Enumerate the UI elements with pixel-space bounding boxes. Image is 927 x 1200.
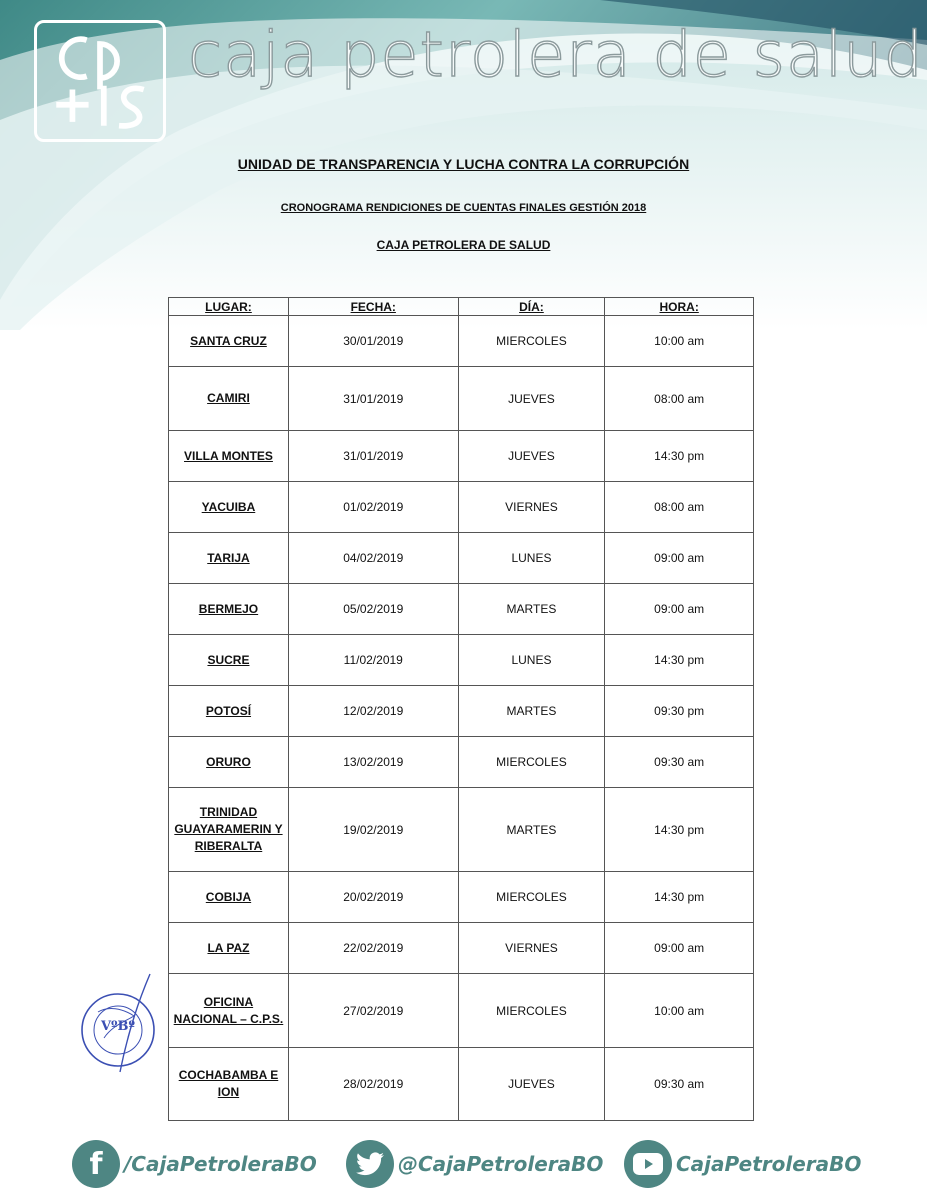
cell-lugar: ORURO bbox=[169, 737, 289, 788]
twitter-link[interactable] bbox=[346, 1139, 603, 1189]
cell-dia: VIERNES bbox=[458, 482, 605, 533]
cell-fecha: 31/01/2019 bbox=[288, 431, 458, 482]
twitter-handle: @CajaPetroleraBO bbox=[398, 1152, 604, 1176]
cell-dia: MIERCOLES bbox=[458, 872, 605, 923]
unit-title: UNIDAD DE TRANSPARENCIA Y LUCHA CONTRA LA CORRUPCIÓN bbox=[237, 156, 690, 172]
brand-name: caja petrolera de salud bbox=[188, 18, 924, 91]
cell-fecha: 30/01/2019 bbox=[288, 316, 458, 367]
table-row bbox=[169, 367, 754, 431]
cell-lugar: BERMEJO bbox=[169, 584, 289, 635]
youtube-icon bbox=[624, 1140, 672, 1188]
table-row bbox=[169, 872, 754, 923]
stamp-center-text: VºBº bbox=[100, 1019, 136, 1034]
cell-fecha: 04/02/2019 bbox=[288, 533, 458, 584]
table-row bbox=[169, 1048, 754, 1121]
cell-fecha: 27/02/2019 bbox=[288, 974, 458, 1048]
cell-lugar: POTOSÍ bbox=[169, 686, 289, 737]
cell-lugar: YACUIBA bbox=[169, 482, 289, 533]
cell-hora: 10:00 am bbox=[605, 316, 754, 367]
cell-lugar: TARIJA bbox=[169, 533, 289, 584]
cell-fecha: 13/02/2019 bbox=[288, 737, 458, 788]
header-fecha: FECHA: bbox=[288, 298, 458, 316]
logo bbox=[34, 20, 166, 142]
approval-stamp bbox=[78, 972, 160, 1074]
table-row bbox=[169, 316, 754, 367]
cell-lugar: SANTA CRUZ bbox=[169, 316, 289, 367]
cell-fecha: 19/02/2019 bbox=[288, 788, 458, 872]
cell-hora: 14:30 pm bbox=[605, 635, 754, 686]
cell-lugar: LA PAZ bbox=[169, 923, 289, 974]
youtube-link[interactable] bbox=[624, 1139, 861, 1189]
cell-dia: JUEVES bbox=[458, 367, 605, 431]
schedule-title: CRONOGRAMA RENDICIONES DE CUENTAS FINALES GESTIÓN 2018 bbox=[280, 202, 647, 214]
cell-dia: LUNES bbox=[458, 533, 605, 584]
table-row bbox=[169, 635, 754, 686]
cell-fecha: 20/02/2019 bbox=[288, 872, 458, 923]
cell-hora: 09:30 am bbox=[605, 1048, 754, 1121]
cell-dia: MIERCOLES bbox=[458, 316, 605, 367]
cell-dia: JUEVES bbox=[458, 1048, 605, 1121]
table-row bbox=[169, 584, 754, 635]
cell-hora: 14:30 pm bbox=[605, 431, 754, 482]
facebook-link[interactable] bbox=[72, 1139, 317, 1189]
cell-fecha: 12/02/2019 bbox=[288, 686, 458, 737]
cell-hora: 09:30 am bbox=[605, 737, 754, 788]
cell-dia: MARTES bbox=[458, 788, 605, 872]
table-row bbox=[169, 482, 754, 533]
cell-dia: MARTES bbox=[458, 686, 605, 737]
table-row bbox=[169, 431, 754, 482]
cell-dia: MARTES bbox=[458, 584, 605, 635]
table-row bbox=[169, 686, 754, 737]
org-title: CAJA PETROLERA DE SALUD bbox=[376, 238, 551, 252]
cell-dia: MIERCOLES bbox=[458, 974, 605, 1048]
cell-lugar: VILLA MONTES bbox=[169, 431, 289, 482]
cell-hora: 10:00 am bbox=[605, 974, 754, 1048]
cell-hora: 09:00 am bbox=[605, 923, 754, 974]
cell-fecha: 05/02/2019 bbox=[288, 584, 458, 635]
cell-hora: 14:30 pm bbox=[605, 872, 754, 923]
cell-hora: 08:00 am bbox=[605, 367, 754, 431]
facebook-icon: f bbox=[72, 1140, 120, 1188]
cell-lugar: SUCRE bbox=[169, 635, 289, 686]
header-dia: DÍA: bbox=[458, 298, 605, 316]
schedule-table bbox=[168, 297, 754, 1121]
cell-lugar: COBIJA bbox=[169, 872, 289, 923]
logo-mark-icon bbox=[37, 23, 163, 139]
facebook-handle: /CajaPetroleraBO bbox=[124, 1152, 317, 1176]
cell-dia: JUEVES bbox=[458, 431, 605, 482]
cell-dia: LUNES bbox=[458, 635, 605, 686]
cell-lugar: OFICINA NACIONAL – C.P.S. bbox=[169, 974, 289, 1048]
cell-hora: 09:30 pm bbox=[605, 686, 754, 737]
cell-fecha: 11/02/2019 bbox=[288, 635, 458, 686]
table-header-row bbox=[169, 298, 754, 316]
cell-fecha: 22/02/2019 bbox=[288, 923, 458, 974]
cell-lugar: COCHABAMBA E ION bbox=[169, 1048, 289, 1121]
youtube-handle: CajaPetroleraBO bbox=[676, 1152, 862, 1176]
cell-lugar: CAMIRI bbox=[169, 367, 289, 431]
cell-lugar: TRINIDAD GUAYARAMERIN Y RIBERALTA bbox=[169, 788, 289, 872]
header-hora: HORA: bbox=[605, 298, 754, 316]
cell-hora: 09:00 am bbox=[605, 533, 754, 584]
table-row bbox=[169, 788, 754, 872]
cell-dia: VIERNES bbox=[458, 923, 605, 974]
cell-hora: 08:00 am bbox=[605, 482, 754, 533]
cell-hora: 09:00 am bbox=[605, 584, 754, 635]
cell-fecha: 31/01/2019 bbox=[288, 367, 458, 431]
cell-fecha: 28/02/2019 bbox=[288, 1048, 458, 1121]
cell-hora: 14:30 pm bbox=[605, 788, 754, 872]
cell-dia: MIERCOLES bbox=[458, 737, 605, 788]
table-row bbox=[169, 533, 754, 584]
cell-fecha: 01/02/2019 bbox=[288, 482, 458, 533]
table-row bbox=[169, 923, 754, 974]
header-lugar: LUGAR: bbox=[169, 298, 289, 316]
table-row bbox=[169, 974, 754, 1048]
twitter-icon bbox=[346, 1140, 394, 1188]
table-row bbox=[169, 737, 754, 788]
